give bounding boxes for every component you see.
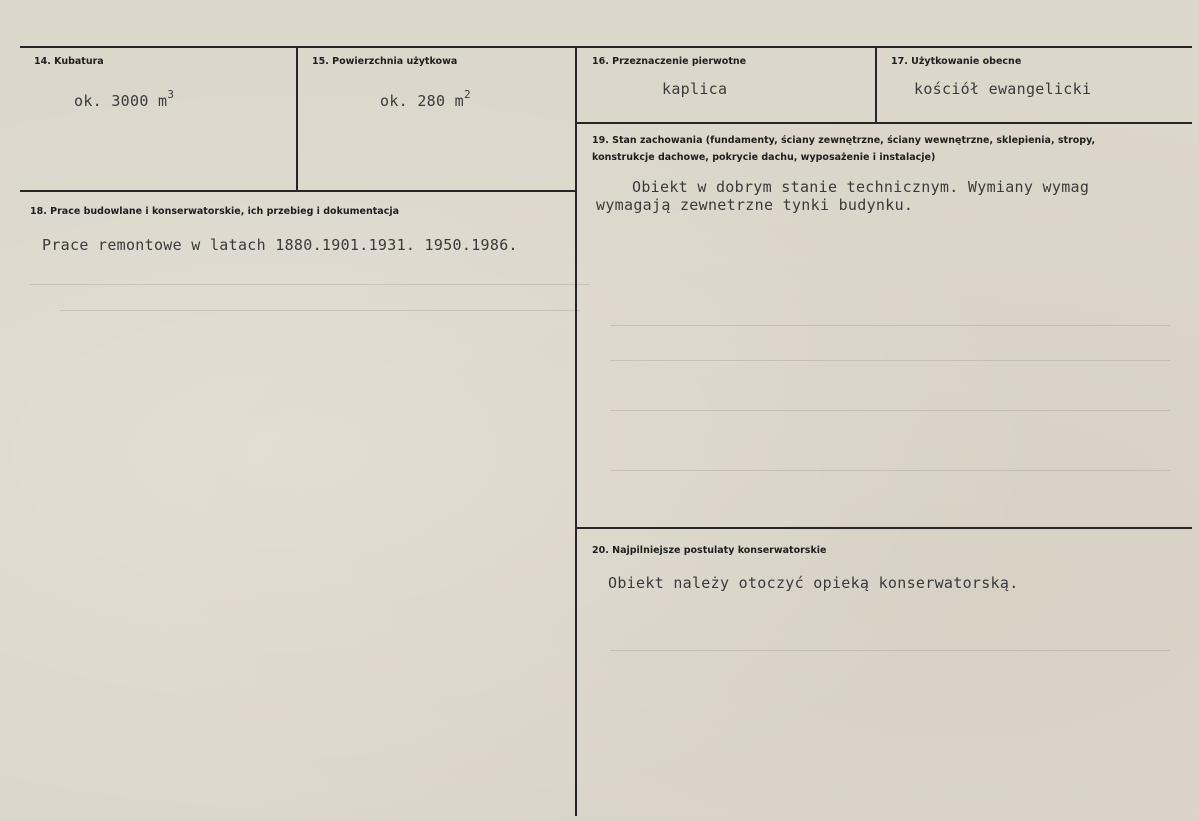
row-divider-19 [575,122,1192,124]
bleed-through-line [610,360,1170,361]
bleed-through-line [60,310,580,311]
bleed-through-line [610,410,1170,411]
bleed-through-line [610,470,1170,471]
powierzchnia-exponent: 2 [463,88,471,101]
row-divider-18 [20,190,577,192]
bleed-through-line [610,650,1170,651]
bleed-through-line [30,284,590,285]
uzytkowanie-value: kościół ewangelicki [914,80,1092,98]
prace-value: Prace remontowe w latach 1880.1901.1931. 1950.1986. [42,236,518,254]
center-divider [575,46,577,816]
powierzchnia-label: 15. Powierzchnia użytkowa [312,56,458,67]
powierzchnia-value [380,88,471,110]
postulaty-value: Obiekt należy otoczyć opieką konserwatorską. [608,574,1019,592]
powierzchnia-number: ok. 280 m [380,92,464,110]
kubatura-label: 14. Kubatura [34,56,104,67]
kubatura-exponent: 3 [167,88,175,101]
prace-label: 18. Prace budowlane i konserwatorskie, ich przebieg i dokumentacja [30,206,400,217]
kubatura-number: ok. 3000 m [74,92,168,110]
top-border-line [20,46,1192,48]
przeznaczenie-value: kaplica [662,80,728,98]
stan-value: Obiekt w dobrym stanie technicznym. Wymiany wymag wymagają zewnetrzne tynki budynku. [596,178,1090,214]
uzytkowanie-label: 17. Użytkowanie obecne [891,56,1022,67]
bleed-through-line [610,325,1170,326]
przeznaczenie-label: 16. Przeznaczenie pierwotne [592,56,747,67]
stan-label: 19. Stan zachowania (fundamenty, ściany zewnętrzne, ściany wewnętrzne, sklepienia, stropy, konstrukcje dachowe, pokrycie dachu, wyposażenie i instalacje) [592,135,1096,163]
row-divider-20 [575,527,1192,529]
postulaty-label: 20. Najpilniejsze postulaty konserwatorskie [592,545,827,556]
divider-16-17 [875,46,877,122]
kubatura-value [74,88,174,110]
divider-14-15 [296,46,298,190]
